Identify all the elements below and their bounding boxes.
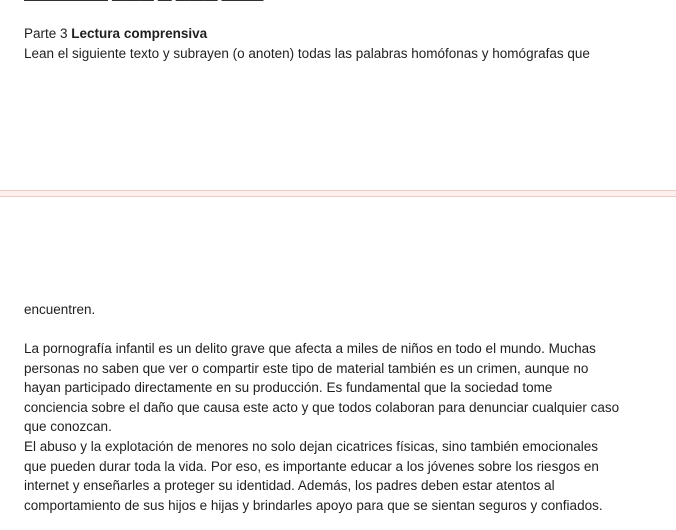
paragraph-1-line: personas no saben que ver o compartir este tipo de material también es un crimen, aunque no xyxy=(24,360,589,376)
paragraph-1-line: que conozcan. xyxy=(24,419,112,434)
section-heading xyxy=(24,24,207,44)
paragraph-1-line: hayan participado directamente en su producción. Es fundamental que la sociedad tome xyxy=(24,380,553,395)
paragraph-2-line: El abuso y la explotación de menores no solo dejan cicatrices físicas, sino también emocionales xyxy=(24,439,599,454)
document-page-top xyxy=(0,0,676,190)
document-page-bottom xyxy=(0,197,676,530)
heading-title: Lectura comprensiva xyxy=(71,26,208,41)
heading-prefix: Parte 3 xyxy=(24,26,68,41)
paragraph-2-line: internet y enseñarles a proteger su identidad. Además, los padres deben estar atentos al xyxy=(24,478,555,493)
paragraph-1 xyxy=(24,339,669,437)
instruction-text: Lean el siguiente texto y subrayen (o anoten) todas las palabras homófonas y homógrafas que xyxy=(24,46,590,61)
paragraph-2-line: que pueden durar toda la vida. Por eso, es importante educar a los jóvenes sobre los riesgos en xyxy=(24,458,599,474)
paragraph-2 xyxy=(24,437,669,515)
cut-off-text-line xyxy=(24,0,264,7)
instruction-continuation: encuentren. xyxy=(24,302,96,317)
page-break xyxy=(0,190,676,197)
paragraph-1-line: La pornografía infantil es un delito grave que afecta a miles de niños en todo el mundo. Muchas xyxy=(24,341,596,356)
paragraph-2-line: comportamiento de sus hijos e hijas y brindarles apoyo para que se sientan seguros y confiados. xyxy=(24,497,603,513)
paragraph-1-line: conciencia sobre el daño que causa este acto y que todos colaboran para denunciar cualquier caso xyxy=(24,399,620,415)
